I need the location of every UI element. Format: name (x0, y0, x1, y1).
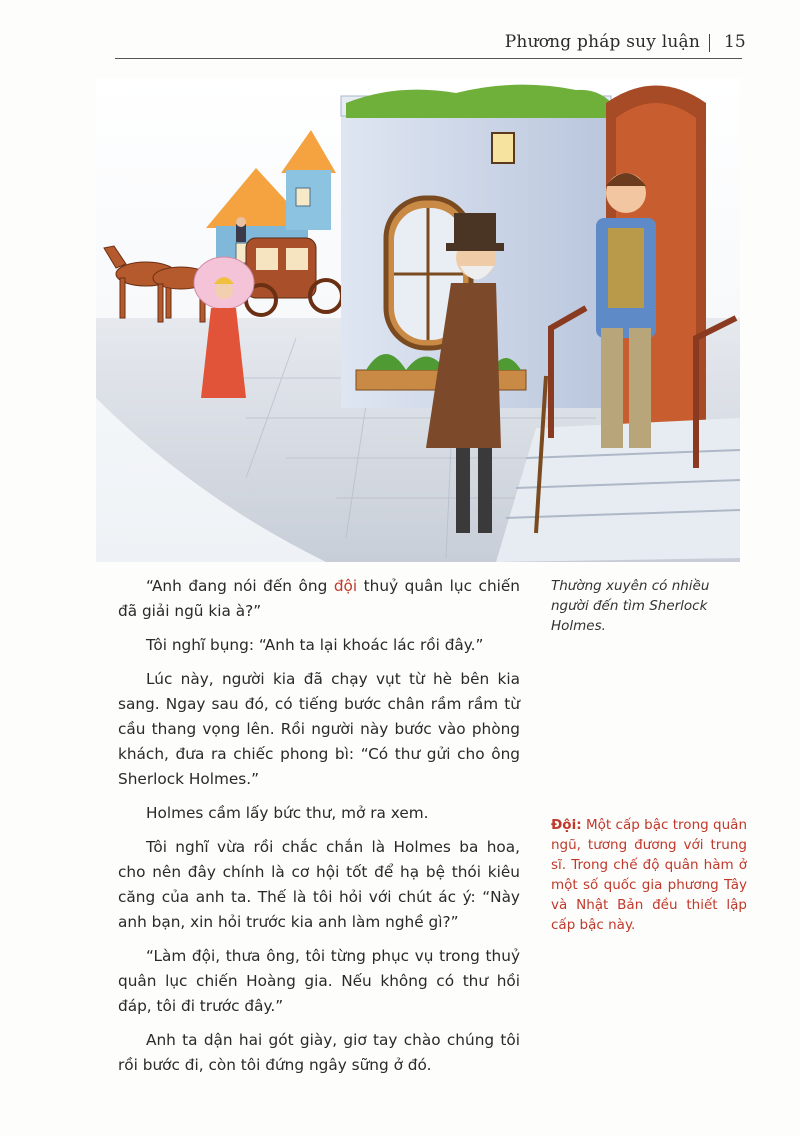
header-separator (709, 34, 710, 52)
paragraph-2: Tôi nghĩ bụng: “Anh ta lại khoác lác rồi đây.” (146, 636, 484, 654)
chapter-title: Phương pháp suy luận (504, 32, 700, 52)
paragraph-5: Tôi nghĩ vừa rồi chắc chắn là Holmes ba hoa, cho nên đây chính là cơ hội tốt để hạ bệ thói kiêu căng của anh ta. Thế là tôi hỏi với chút ác ý: “Này anh bạn, xin hỏi trước kia anh làm nghề gì?” (118, 838, 520, 931)
paragraph-4: Holmes cầm lấy bức thư, mở ra xem. (146, 804, 429, 822)
highlighted-term: đội (333, 577, 358, 595)
glossary-definition: Một cấp bậc trong quân ngũ, tương đương với trung sĩ. Trong chế độ quân hàm ở một số quốc gia phương Tây và Nhật Bản đều thiết lập cấp bậc này. (551, 817, 747, 933)
paragraph-1 (118, 574, 520, 624)
illustration-caption: Thường xuyên có nhiều người đến tìm Sherlock Holmes. (551, 578, 710, 634)
glossary-term: Đội: (551, 817, 582, 833)
paragraph-1-end: thuỷ quân lục chiến đã giải ngũ kia à?” (118, 577, 520, 620)
page-header (0, 0, 800, 60)
body-text (118, 574, 520, 1087)
paragraph-3: Lúc này, người kia đã chạy vụt từ hè bên kia sang. Ngay sau đó, có tiếng bước chân rầm rầm từ cầu thang vọng lên. Rồi người này bước vào phòng khách, đưa ra chiếc phong bì: “Có thư gửi cho ông Sherlock Holmes.” (118, 670, 520, 788)
paragraph-7: Anh ta dận hai gót giày, giơ tay chào chúng tôi rồi bước đi, còn tôi đứng ngây sững ở đó. (118, 1031, 520, 1074)
glossary-note (551, 815, 747, 935)
page-number: 15 (724, 32, 746, 52)
header-rule (115, 58, 742, 59)
street-scene-illustration (96, 78, 740, 562)
paragraph-1-start: “Anh đang nói đến ông (146, 577, 334, 595)
paragraph-6: “Làm đội, thưa ông, tôi từng phục vụ trong thuỷ quân lục chiến Hoàng gia. Nếu không có thư hồi đáp, tôi đi trước đây.” (118, 947, 520, 1015)
